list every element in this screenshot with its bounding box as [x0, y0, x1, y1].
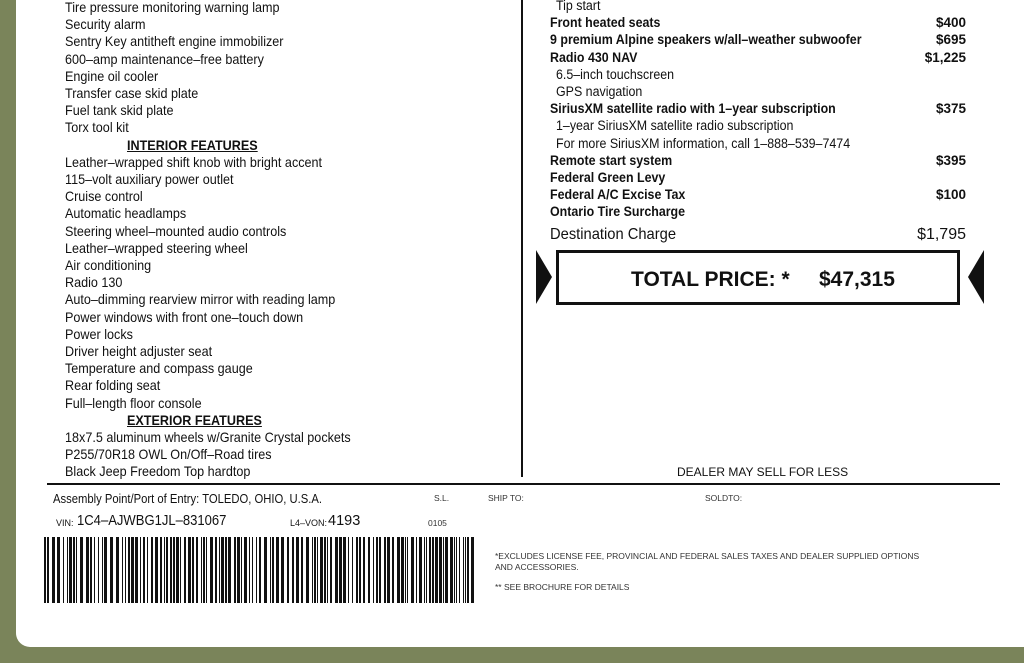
interior-feature-item: Leather–wrapped shift knob with bright accent: [65, 153, 323, 170]
barcode-bar: [170, 537, 172, 603]
left-arrow-marker: [536, 250, 552, 304]
option-row: [550, 15, 966, 32]
barcode-bar: [225, 537, 227, 603]
barcode-bar: [210, 537, 213, 603]
option-label: For more SiriusXM information, call 1–888–539–7474: [556, 135, 851, 151]
barcode-bar: [90, 537, 92, 603]
barcode-bar: [356, 537, 358, 603]
barcode-bar: [416, 537, 417, 603]
barcode-bar: [339, 537, 342, 603]
barcode-bar: [143, 537, 145, 603]
barcode-bar: [324, 537, 326, 603]
option-row: [550, 50, 966, 67]
barcode-bar: [439, 537, 442, 603]
option-label: Remote start system: [550, 152, 673, 168]
disclaimer-line-1: *EXCLUDES LICENSE FEE, PROVINCIAL AND FEDERAL SALES TAXES AND DEALER SUPPLIED OPTIONS: [495, 551, 920, 561]
barcode-bar: [140, 537, 141, 603]
barcode-bar: [104, 537, 107, 603]
barcode-bar: [384, 537, 386, 603]
barcode-bar: [188, 537, 191, 603]
barcode-bar: [450, 537, 453, 603]
barcode-bar: [128, 537, 130, 603]
barcode-bar: [44, 537, 46, 603]
interior-feature-item: Power locks: [65, 325, 133, 342]
barcode-bar: [314, 537, 316, 603]
sl-label: S.L.: [434, 493, 450, 503]
barcode-bar: [135, 537, 138, 603]
option-label: 1–year SiriusXM satellite radio subscription: [556, 118, 794, 134]
dealer-note: DEALER MAY SELL FOR LESS: [677, 465, 849, 479]
barcode-bar: [471, 537, 474, 603]
barcode-bar: [270, 537, 271, 603]
barcode-bar: [264, 537, 267, 603]
footer-divider: [47, 483, 1000, 485]
barcode-bar: [94, 537, 95, 603]
barcode-bar: [379, 537, 381, 603]
barcode-bar: [376, 537, 378, 603]
barcode-bar: [419, 537, 422, 603]
vin-label: VIN:: [56, 518, 74, 528]
feature-item: Tire pressure monitoring warning lamp: [65, 0, 280, 15]
option-price: $1,225: [924, 49, 966, 65]
vin-barcode: [44, 537, 478, 603]
interior-feature-item: Air conditioning: [65, 257, 152, 273]
destination-charge-row: [550, 226, 966, 246]
barcode-bar: [387, 537, 390, 603]
barcode-bar: [292, 537, 294, 603]
interior-feature-item: Cruise control: [65, 188, 143, 205]
interior-feature-item: Full–length floor console: [65, 394, 202, 411]
destination-charge-value: $1,795: [917, 226, 966, 243]
barcode-bar: [196, 537, 198, 603]
barcode-bar: [249, 537, 250, 603]
right-arrow-marker: [968, 250, 984, 304]
barcode-bar: [407, 537, 408, 603]
barcode-bar: [166, 537, 168, 603]
option-label: Radio 430 NAV: [550, 49, 638, 65]
option-label: Ontario Tire Surcharge: [550, 204, 686, 220]
barcode-bar: [76, 537, 77, 603]
barcode-bar: [330, 537, 332, 603]
barcode-bar: [320, 537, 323, 603]
barcode-bar: [184, 537, 186, 603]
option-label: Federal A/C Excise Tax: [550, 187, 686, 203]
barcode-bar: [296, 537, 299, 603]
barcode-bar: [287, 537, 289, 603]
feature-item: Torx tool kit: [65, 119, 129, 136]
option-label: Federal Green Levy: [550, 170, 666, 185]
barcode-bar: [116, 537, 119, 603]
barcode-bar: [203, 537, 205, 603]
option-row: [550, 204, 966, 221]
interior-feature-item: Driver height adjuster seat: [65, 343, 213, 359]
option-label: Tip start: [556, 0, 601, 13]
interior-features-heading: INTERIOR FEATURES: [127, 136, 258, 153]
option-detail-row: [550, 136, 966, 153]
assembly-point: Assembly Point/Port of Entry: TOLEDO, OHIO, U.S.A.: [53, 492, 323, 506]
barcode-bar: [52, 537, 55, 603]
ship-to-label: SHIP TO:: [488, 493, 524, 503]
destination-charge-label: Destination Charge: [550, 226, 677, 243]
barcode-bar: [405, 537, 406, 603]
feature-item: Security alarm: [65, 16, 146, 33]
barcode-bar: [335, 537, 338, 603]
barcode-bar: [445, 537, 448, 603]
barcode-bar: [201, 537, 202, 603]
barcode-bar: [164, 537, 165, 603]
barcode-bar: [424, 537, 425, 603]
barcode-bar: [401, 537, 404, 603]
option-price: $395: [935, 152, 966, 168]
barcode-bar: [86, 537, 89, 603]
total-price-box: [556, 250, 960, 305]
option-row: [550, 153, 966, 170]
option-label: 6.5–inch touchscreen: [556, 66, 675, 82]
barcode-bar: [373, 537, 374, 603]
barcode-bar: [348, 537, 349, 603]
barcode-bar: [459, 537, 460, 603]
interior-feature-item: Rear folding seat: [65, 377, 161, 394]
option-detail-row: [550, 84, 966, 101]
barcode-bar: [180, 537, 181, 603]
total-price-value: $47,315: [819, 268, 895, 291]
barcode-bar: [234, 537, 236, 603]
option-price: $375: [935, 101, 966, 117]
barcode-bar: [67, 537, 68, 603]
option-label: 9 premium Alpine speakers w/all–weather subwoofer: [550, 32, 862, 48]
barcode-bar: [411, 537, 414, 603]
interior-feature-item: Automatic headlamps: [65, 205, 187, 222]
feature-item: Transfer case skid plate: [65, 85, 199, 101]
barcode-bar: [125, 537, 126, 603]
barcode-bar: [147, 537, 148, 603]
feature-item: 600–amp maintenance–free battery: [65, 50, 264, 67]
barcode-bar: [215, 537, 217, 603]
barcode-bar: [122, 537, 123, 603]
option-price: $100: [935, 187, 966, 203]
option-price: $400: [935, 15, 966, 31]
barcode-bar: [343, 537, 346, 603]
barcode-bar: [456, 537, 457, 603]
barcode-bar: [306, 537, 309, 603]
option-detail-row: [550, 67, 966, 84]
barcode-bar: [359, 537, 361, 603]
disclaimer-line-2: AND ACCESSORIES.: [495, 562, 579, 572]
window-sticker-sheet: [16, 0, 1024, 647]
column-divider: [521, 0, 523, 477]
barcode-bar: [80, 537, 83, 603]
barcode-bar: [98, 537, 99, 603]
exterior-feature-item: P255/70R18 OWL On/Off–Road tires: [65, 446, 272, 463]
option-row: [550, 32, 966, 49]
barcode-bar: [426, 537, 427, 603]
interior-feature-item: Leather–wrapped steering wheel: [65, 239, 248, 256]
barcode-bar: [467, 537, 469, 603]
barcode-bar: [432, 537, 434, 603]
exterior-feature-item: Black Jeep Freedom Top hardtop: [65, 463, 251, 480]
option-label: GPS navigation: [556, 84, 643, 99]
barcode-bar: [173, 537, 175, 603]
barcode-bar: [435, 537, 438, 603]
barcode-bar: [155, 537, 158, 603]
barcode-bar: [244, 537, 247, 603]
barcode-bar: [465, 537, 466, 603]
barcode-bar: [73, 537, 75, 603]
barcode-bar: [176, 537, 179, 603]
barcode-bar: [160, 537, 162, 603]
exterior-feature-item: 18x7.5 aluminum wheels w/Granite Crystal pockets: [65, 429, 351, 445]
barcode-bar: [57, 537, 60, 603]
vin-number: 1C4–AJWBG1JL–831067: [77, 513, 227, 529]
barcode-bar: [206, 537, 207, 603]
barcode-bar: [301, 537, 303, 603]
interior-feature-item: Auto–dimming rearview mirror with reading lamp: [65, 291, 336, 308]
barcode-bar: [392, 537, 394, 603]
barcode-bar: [463, 537, 464, 603]
option-row: [550, 170, 966, 187]
barcode-bar: [192, 537, 194, 603]
option-label: SiriusXM satellite radio with 1–year subscription: [550, 101, 836, 117]
interior-feature-item: Radio 130: [65, 274, 123, 291]
option-row: [550, 101, 966, 118]
option-detail-row: [550, 118, 966, 135]
feature-item: Fuel tank skid plate: [65, 102, 174, 119]
l4von-number: 4193: [328, 513, 361, 529]
barcode-bar: [327, 537, 328, 603]
barcode-bar: [241, 537, 242, 603]
barcode-bar: [63, 537, 64, 603]
barcode-bar: [368, 537, 370, 603]
barcode-bar: [237, 537, 240, 603]
total-price-label: TOTAL PRICE: *: [631, 268, 790, 291]
code-number: 0105: [428, 518, 447, 528]
barcode-bar: [443, 537, 444, 603]
barcode-bar: [363, 537, 365, 603]
interior-feature-item: 115–volt auxiliary power outlet: [65, 171, 234, 187]
barcode-bar: [47, 537, 49, 603]
barcode-bar: [276, 537, 279, 603]
barcode-bar: [281, 537, 284, 603]
barcode-bar: [397, 537, 400, 603]
barcode-bar: [454, 537, 455, 603]
barcode-bar: [259, 537, 261, 603]
barcode-bar: [219, 537, 220, 603]
interior-feature-item: Power windows with front one–touch down: [65, 308, 304, 325]
barcode-bar: [221, 537, 224, 603]
barcode-bar: [317, 537, 318, 603]
feature-item: Engine oil cooler: [65, 67, 159, 84]
barcode-bar: [312, 537, 313, 603]
exterior-features-heading: EXTERIOR FEATURES: [127, 411, 262, 428]
barcode-bar: [272, 537, 274, 603]
sold-to-label: SOLDTO:: [705, 493, 743, 503]
barcode-bar: [131, 537, 134, 603]
barcode-bar: [256, 537, 257, 603]
barcode-bar: [102, 537, 103, 603]
option-label: Front heated seats: [550, 15, 661, 31]
option-price: $695: [935, 32, 966, 48]
barcode-bar: [252, 537, 253, 603]
barcode-bar: [151, 537, 153, 603]
interior-feature-item: Temperature and compass gauge: [65, 360, 253, 377]
option-row: [550, 187, 966, 204]
barcode-bar: [110, 537, 113, 603]
barcode-bar: [352, 537, 353, 603]
feature-item: Sentry Key antitheft engine immobilizer: [65, 33, 284, 50]
brochure-note: ** SEE BROCHURE FOR DETAILS: [495, 582, 630, 592]
barcode-bar: [69, 537, 72, 603]
option-detail-row: [550, 0, 966, 15]
barcode-bar: [228, 537, 231, 603]
l4von-label: L4–VON:: [290, 518, 328, 528]
interior-feature-item: Steering wheel–mounted audio controls: [65, 222, 287, 239]
barcode-bar: [429, 537, 431, 603]
